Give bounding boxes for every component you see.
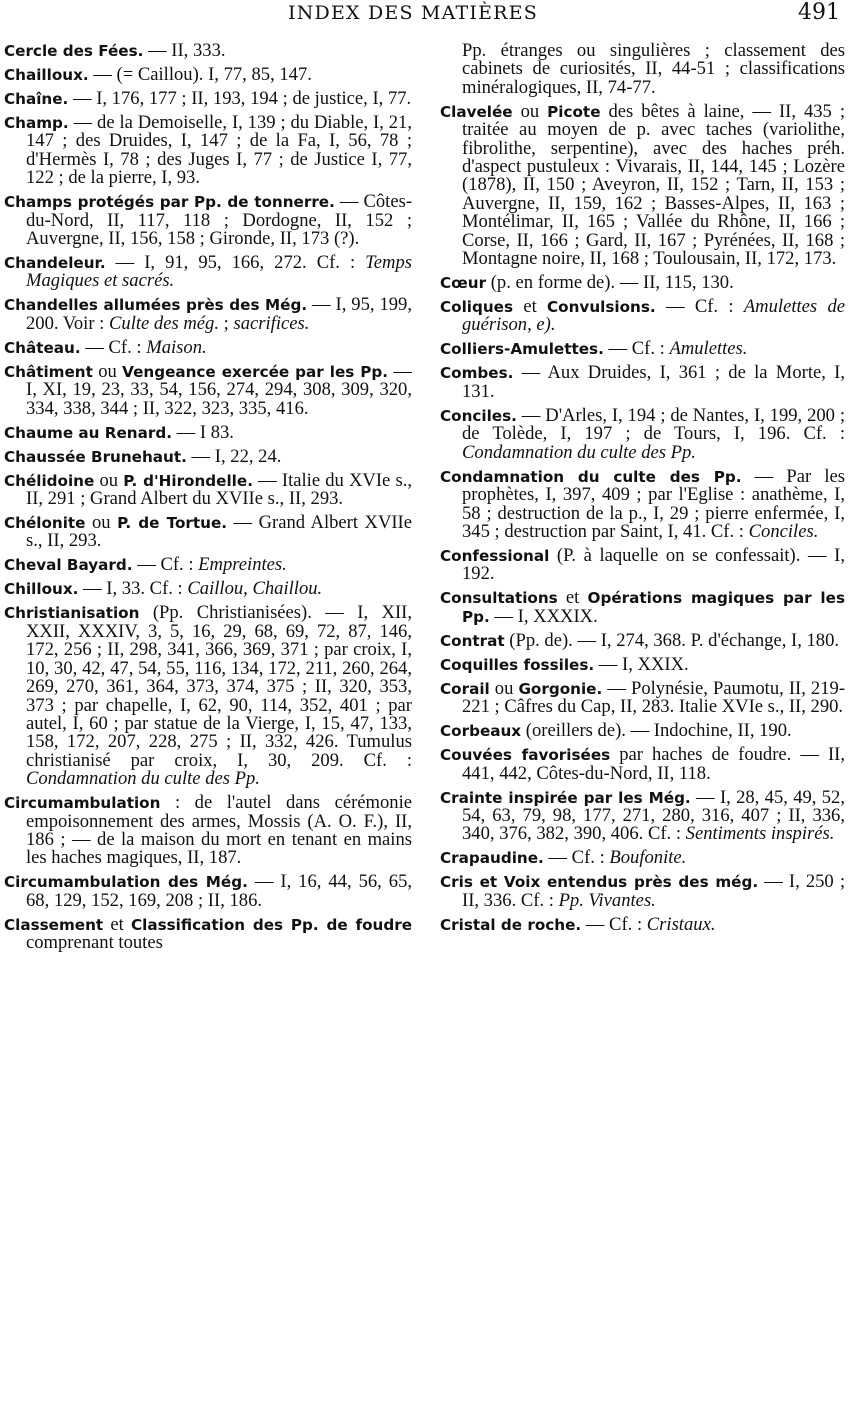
entry-term: Convulsions. — [547, 298, 656, 317]
index-entry — [4, 193, 412, 248]
entry-text: — I, 95, 199, 200. Voir : — [26, 294, 412, 334]
entry-term: Coliques — [440, 298, 514, 317]
entry-term: Cristal de roche. — [440, 915, 582, 934]
entry-text: et — [557, 587, 588, 609]
index-entry — [440, 653, 845, 675]
index-entry — [440, 404, 845, 463]
entry-cross-reference: Pp. Vivantes. — [558, 889, 656, 911]
entry-term: Combes. — [440, 364, 514, 383]
index-entry — [4, 66, 412, 84]
index-entry — [4, 254, 412, 291]
entry-cross-reference: Amulettes de guérison, e). — [462, 296, 845, 336]
entry-text: — II, 333. — [143, 42, 226, 61]
entry-term: Vengeance exercée par les Pp. — [122, 362, 389, 381]
entry-text: — Cf. : — [132, 554, 199, 576]
index-entry — [440, 786, 845, 845]
entry-term: Chailloux. — [4, 66, 89, 84]
index-entry — [440, 364, 845, 401]
index-entry — [440, 100, 845, 270]
entry-text: et — [103, 913, 131, 935]
entry-text: ou — [489, 677, 519, 699]
entry-term: Contrat — [440, 631, 505, 650]
entry-term: Circumambulation des Még. — [4, 873, 248, 892]
index-entry — [440, 589, 845, 626]
entry-term: Opérations magiques par les Pp. — [462, 589, 845, 626]
entry-term: Chandelles allumées près des Még. — [4, 296, 308, 315]
index-entry — [440, 722, 845, 740]
entry-text: (Pp. de). — I, 274, 368. P. d'échange, I, 180. — [504, 629, 840, 651]
index-entry — [4, 421, 412, 443]
index-entry — [440, 340, 845, 358]
entry-text: (Pp. Christianisées). — I, XII, XXII, XXXIV, 3, 5, 16, 29, 68, 69, 72, 87, 146, 172, 256 ; II, 298, 341, 366, 369, 371 ; par croix, I, 10, 30, 42, 47, 54, 55, 116, 134, 172, 211, 260, 264, 269, 270, 361, 364, 373, 374, 375 ; II, 320, 353, 373 ; par chapelle, I, 62, 90, 114, 352, 401 ; par autel, I, 60 ; par statue de la Vierge, I, 15, 47, 133, 158, 172, 207, 228, 275 ; II, 332, 426. Tumulus christianisé par croix, I, 30, 209. Cf. : — [26, 602, 412, 771]
entry-text: — Aux Druides, I, 361 ; de la Morte, I, 131. — [462, 362, 845, 402]
entry-term: P. d'Hirondelle. — [123, 471, 253, 490]
index-entry — [440, 544, 845, 585]
entry-text: (p. en forme de). — II, 115, 130. — [486, 272, 734, 294]
entry-term: Condamnation du culte des Pp. — [440, 467, 742, 486]
entry-term: Cheval Bayard. — [4, 556, 133, 575]
entry-term: Circumambulation — [4, 794, 161, 813]
entry-term: Conciles. — [440, 406, 517, 425]
entry-cross-reference: Empreintes. — [198, 554, 287, 576]
index-entry — [440, 849, 845, 867]
entry-term: Corail — [440, 679, 490, 698]
entry-text: et — [513, 296, 548, 318]
entry-term: Chilloux. — [4, 580, 79, 599]
entry-term: Champs protégés par Pp. de tonnerre. — [4, 193, 335, 212]
index-entry — [440, 465, 845, 542]
entry-text: ou — [94, 469, 124, 491]
entry-term: Chaîne. — [4, 90, 69, 108]
entry-term: Coquilles fossiles. — [440, 655, 595, 674]
entry-cross-reference: Amulettes. — [669, 338, 748, 360]
entry-text: — (= Caillou). I, 77, 85, 147. — [88, 64, 312, 85]
index-entry — [440, 746, 845, 783]
entry-term: Couvées favorisées — [440, 746, 611, 765]
entry-term: P. de Tortue. — [117, 514, 228, 533]
index-entry — [4, 469, 412, 510]
entry-cross-reference: Sentiments inspirés. — [685, 823, 835, 845]
entry-text: ou — [92, 360, 123, 382]
entry-text: — I, 16, 44, 56, 65, 68, 129, 152, 169, 208 ; II, 186. — [26, 871, 412, 911]
entry-text: — I, 250 ; II, 336. Cf. : — [462, 871, 845, 911]
entry-cross-reference: Temps Magiques et sacrés. — [26, 252, 412, 292]
index-entry — [440, 873, 845, 910]
entry-text: — I, 28, 45, 49, 52, 54, 63, 79, 98, 177, 271, 280, 316, 407 ; II, 336, 340, 376, 382, 390, 406. Cf. : — [462, 786, 845, 845]
index-entry — [4, 445, 412, 467]
entry-term: Châtiment — [4, 362, 93, 381]
entry-term: Christianisation — [4, 604, 140, 623]
entry-text: — Italie du XVIe s., II, 291 ; Grand Albert du XVIIe s., II, 293. — [26, 469, 412, 510]
index-entry — [4, 114, 412, 188]
entry-text: comprenant toutes — [26, 932, 163, 954]
index-entry-continued — [440, 42, 845, 97]
entry-text: — I, 33. Cf. : — [78, 578, 188, 600]
entry-text: — Cf. : — [603, 338, 670, 360]
entry-text: ou — [512, 100, 548, 122]
entry-text: (P. à laquelle on se confessait). — I, 192. — [462, 544, 845, 585]
entry-term: Crainte inspirée par les Még. — [440, 788, 691, 807]
index-column-left — [4, 42, 412, 1414]
index-entry — [4, 90, 412, 108]
entry-text: Pp. étranges ou singulières ; classement des cabinets de curiosités, II, 44-51 ; classifications minéralogiques, II, 74-77. — [462, 42, 845, 98]
entry-text: — Côtes-du-Nord, II, 117, 118 ; Dordogne, II, 152 ; Auvergne, II, 156, 158 ; Gironde, II, 173 (?). — [26, 191, 412, 250]
entry-text: — I, XXIX. — [594, 653, 689, 675]
entry-term: Château. — [4, 338, 81, 357]
entry-text: — I, 91, 95, 166, 272. Cf. : — [105, 252, 366, 274]
entry-text: — Grand Albert XVIIe s., II, 293. — [26, 512, 412, 552]
entry-term: Champ. — [4, 114, 69, 132]
entry-term: Cris et Voix entendus près des még. — [440, 873, 759, 892]
entry-term: Consultations — [440, 589, 558, 608]
index-entry — [4, 556, 412, 574]
entry-cross-reference: Condamnation du culte des Pp. — [26, 768, 260, 790]
index-entry — [4, 604, 412, 788]
entry-term: Colliers-Amulettes. — [440, 340, 604, 359]
entry-text: — Cf. : — [80, 336, 147, 358]
index-entry — [4, 514, 412, 551]
entry-cross-reference: sacrifices. — [233, 312, 310, 334]
entry-term: Crapaudine. — [440, 849, 544, 868]
entry-cross-reference: Maison. — [146, 336, 207, 358]
index-entry — [4, 42, 412, 60]
entry-text: par haches de foudre. — II, 441, 442, Côtes-du-Nord, II, 118. — [462, 744, 845, 784]
entry-term: Cœur — [440, 274, 487, 293]
index-entry — [4, 794, 412, 868]
entry-text: (oreillers de). — Indochine, II, 190. — [521, 720, 792, 742]
entry-term: Classement — [4, 915, 104, 934]
entry-term: Chandeleur. — [4, 254, 106, 273]
entry-text: — de la Demoiselle, I, 139 ; du Diable, I, 21, 147 ; des Druides, I, 147 ; de la Fa, I, 56, 78 ; d'Hermès I, 78 ; des Juges I, 77 ; de Justice I, 77, 122 ; de la pierre, I, 93. — [26, 112, 412, 189]
entry-cross-reference: Culte des még. — [109, 312, 219, 334]
page-number: 491 — [798, 0, 840, 25]
entry-text: : de l'autel dans cérémonie empoisonnement des armes, Mossis (A. O. F.), II, 186 ; — de la maison du mort en tenant en mains les haches magiques, II, 187. — [26, 792, 412, 869]
entry-cross-reference: Caillou, Chaillou. — [187, 578, 323, 600]
entry-cross-reference: Condamnation du culte des Pp. — [462, 441, 696, 463]
entry-text: — Polynésie, Paumotu, II, 219-221 ; Câfres du Cap, II, 283. Italie XVIe s., II, 290. — [462, 677, 845, 718]
index-entry — [440, 913, 845, 935]
entry-text: — Cf. : — [543, 847, 610, 869]
index-entry — [440, 298, 845, 335]
entry-term: Chaume au Renard. — [4, 423, 172, 442]
entry-text: ; — [219, 312, 234, 334]
entry-term: Clavelée — [440, 102, 513, 121]
entry-term: Chaussée Brunehaut. — [4, 447, 187, 466]
entry-term: Confessional — [440, 546, 550, 565]
entry-term: Picote — [547, 102, 601, 121]
entry-cross-reference: Conciles. — [748, 520, 819, 542]
entry-term: Cercle des Fées. — [4, 42, 144, 60]
index-entry — [4, 336, 412, 358]
entry-cross-reference: Boufonite. — [609, 847, 687, 869]
index-entry — [4, 580, 412, 598]
entry-text: — I, 22, 24. — [186, 445, 282, 467]
entry-text: — I, XI, 19, 23, 33, 54, 156, 274, 294, 308, 309, 320, 334, 338, 344 ; II, 322, 323, 335, 416. — [26, 360, 412, 419]
entry-term: Gorgonie. — [518, 679, 603, 698]
entry-term: Chélidoine — [4, 471, 95, 490]
index-entry — [440, 629, 845, 651]
entry-text: — Cf. : — [581, 913, 647, 935]
entry-text: — I, XXXIX. — [489, 605, 598, 627]
entry-term: Chélonite — [4, 514, 86, 533]
entry-text: — Cf. : — [655, 296, 744, 318]
index-entry — [4, 913, 412, 954]
entry-text: — I, 176, 177 ; II, 193, 194 ; de justice, I, 77. — [68, 88, 412, 109]
entry-text: des bêtes à laine, — II, 435 ; traitée au moyen de p. avec taches (variolithe, fibrolithe, serpentine), avec des haches préh. d'aspect pustuleux : Vivarais, II, 144, 145 ; Lozère (1878), II, 150 ; Aveyron, II, 152 ; Tarn, II, 153 ; Auvergne, II, 159, 162 ; Basses-Alpes, II, 163 ; Montélimar, II, 165 ; Vallée du Rhône, II, 166 ; Corse, II, 166 ; Gard, II, 167 ; Pyrénées, II, 168 ; Montagne noire, II, 168 ; Toulousain, II, 172, 173. — [462, 100, 845, 270]
entry-term: Classification des Pp. de foudre — [130, 915, 412, 934]
entry-text: ou — [85, 512, 118, 534]
index-entry — [4, 873, 412, 910]
index-entry — [4, 296, 412, 333]
entry-text: — Par les prophètes, I, 397, 409 ; par l'Eglise : anathème, I, 58 ; destruction de la p., I, 29 ; pierre enfermée, I, 345 ; destruction par Saint, I, 41. Cf. : — [462, 465, 845, 542]
entry-text: — D'Arles, I, 194 ; de Nantes, I, 199, 200 ; de Tolède, I, 197 ; de Tours, I, 196. Cf. : — [462, 404, 845, 445]
entry-term: Corbeaux — [440, 722, 522, 741]
page-header — [0, 0, 850, 28]
running-title: INDEX DES MATIÈRES — [288, 2, 538, 24]
index-entry — [440, 274, 845, 292]
entry-cross-reference: Cristaux. — [646, 913, 716, 935]
index-entry — [4, 360, 412, 419]
entry-text: — I 83. — [171, 421, 234, 443]
index-column-right — [440, 42, 845, 1414]
index-entry — [440, 677, 845, 718]
